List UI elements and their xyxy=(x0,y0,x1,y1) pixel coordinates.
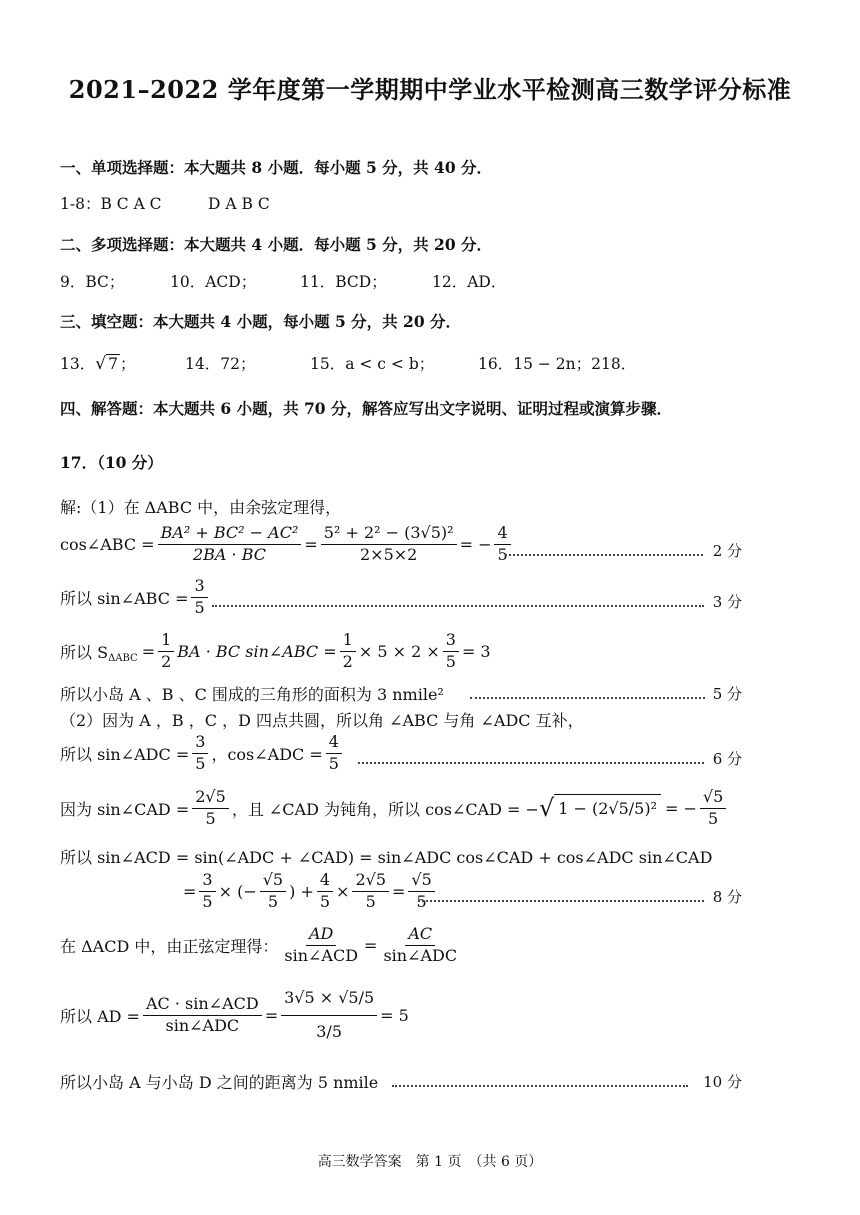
score-leader xyxy=(212,605,704,607)
section-3-header: 三、填空题：本大题共 4 小题，每小题 5 分，共 20 分． xyxy=(60,312,462,331)
score-5: 5 分 xyxy=(712,685,742,703)
score-10: 10 分 xyxy=(703,1073,742,1091)
sine-law-equation: 在 ΔACD 中，由正弦定理得： $\frac{AD}{\text{sin∠ACD}}$ = $\frac{AC}{\text{sin∠ADC}}$ xyxy=(60,924,458,965)
sin-acd-expansion: 所以 sin∠ACD = sin(∠ADC + ∠CAD) = sin∠ADC cos∠CAD + cos∠ADC sin∠CAD xyxy=(60,848,713,867)
cosine-law-equation: cos∠ABC = $\frac{\text{BA² + BC² − AC²}}{2BA \cdot BC}$ = $\frac{\text{5² + 2² − (3√5)²}}{2\times 5\times 2}$ = − $\frac{4}{5}$ xyxy=(60,525,514,564)
score-8: 8 分 xyxy=(712,888,742,906)
score-3: 3 分 xyxy=(712,593,742,611)
page-title: 2021–2022 学年度第一学期期中学业水平检测高三数学评分标准 xyxy=(68,75,792,104)
score-leader xyxy=(392,1085,688,1087)
solution-part2-intro: （2）因为 A ，B ，C ，D 四点共圆，所以角 ∠ABC 与角 ∠ADC 互补， xyxy=(60,711,584,730)
answer-9: 9．BC； xyxy=(60,273,125,291)
section-4-header: 四、解答题：本大题共 6 小题，共 70 分，解答应写出文字说明、证明过程或演算步骤． xyxy=(60,399,672,418)
score-leader xyxy=(358,762,704,764)
question-17-label: 17．（10 分） xyxy=(60,453,163,472)
answer-13: 13．√ 7 ； xyxy=(60,354,136,374)
answer-14: 14．72； xyxy=(185,355,256,373)
answer-15: 15．a < c < b； xyxy=(310,355,435,373)
answer-10: 10．ACD； xyxy=(170,273,257,291)
section-1-header: 一、单项选择题：本大题共 8 小题．每小题 5 分，共 40 分． xyxy=(60,158,493,177)
sin-abc-equation: 所以 sin∠ABC = $\frac{3}{5}$ xyxy=(60,578,211,617)
sin-acd-computation: = $\frac{3}{5}$ × (− $\frac{√5}{5}$ ) + $\frac{4}{5}$ × $\frac{2√5}{5}$ = $\frac{√5}{5}$ xyxy=(183,872,438,911)
score-6: 6 分 xyxy=(712,750,742,768)
page-footer: 高三数学答案 第 1 页 （共 6 页） xyxy=(317,1154,543,1170)
section-1-answers: 1-8：B C A C D A B C xyxy=(60,195,270,213)
solution-part1-intro: 解:（1）在 ΔABC 中，由余弦定理得， xyxy=(60,498,342,517)
answer-12: 12．AD． xyxy=(432,273,507,291)
answer-11: 11．BCD； xyxy=(300,273,387,291)
adc-values: 所以 sin∠ADC = $\frac{3}{5}$ ，cos∠ADC = $\frac{4}{5}$ xyxy=(60,734,345,773)
cad-values: 因为 sin∠CAD = $\frac{2√5}{5}$ ，且 ∠CAD 为钝角，所以 cos∠CAD = − √ 1 − (2√5/5)² = − $\frac{√5}{5}$ xyxy=(60,789,729,828)
ad-computation: 所以 AD = $\frac{\text{AC · sin∠ACD}}{\text{sin∠ADC}}$ = $\frac{3√5 \times √5/5}{3/5}$ = 5 xyxy=(60,988,409,1041)
answer-16: 16．15 − 2n；218． xyxy=(478,355,637,373)
answer-13-label: 13． xyxy=(60,355,96,373)
score-leader xyxy=(505,554,703,556)
score-leader xyxy=(418,900,704,902)
score-2: 2 分 xyxy=(712,542,742,560)
distance-conclusion: 所以小岛 A 与小岛 D 之间的距离为 5 nmile xyxy=(60,1073,379,1092)
section-2-header: 二、多项选择题：本大题共 4 小题．每小题 5 分，共 20 分． xyxy=(60,235,493,254)
area-conclusion: 所以小岛 A 、B 、C 围成的三角形的面积为 3 nmile² xyxy=(60,685,444,704)
score-leader xyxy=(470,697,705,699)
area-equation: 所以 S $_{\Delta ABC}$ = $\frac{1}{2}$ BA · BC sin∠ABC = $\frac{1}{2}$ × 5 × 2 × $\frac{3}{5}$ = 3 xyxy=(60,630,491,671)
answer-13-value: 7 xyxy=(108,355,118,373)
